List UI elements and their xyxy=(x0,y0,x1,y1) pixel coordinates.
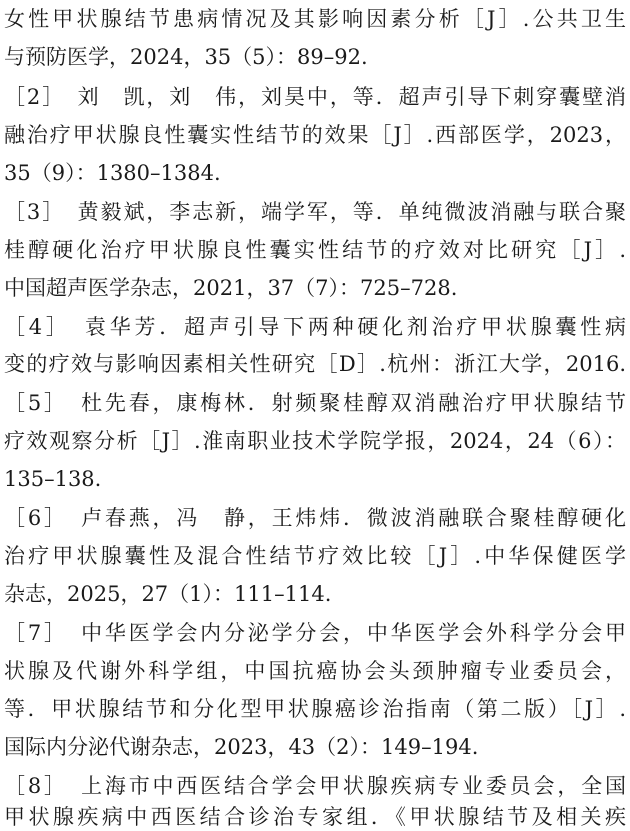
reference-line: ［2］ 刘 凯，刘 伟，刘昊中，等．超声引导下刺穿囊壁消 xyxy=(4,85,626,109)
reference-line: 变的疗效与影响因素相关性研究［D］.杭州：浙江大学，2016. xyxy=(4,352,626,376)
reference-line: 与预防医学，2024，35（5）：89–92. xyxy=(4,45,368,69)
reference-line: ［4］ 袁华芳．超声引导下两种硬化剂治疗甲状腺囊性病 xyxy=(4,315,626,339)
reference-line: 35（9）：1380–1384. xyxy=(4,161,221,185)
reference-line: ［6］ 卢春燕，冯 静，王炜炜．微波消融联合聚桂醇硬化 xyxy=(4,506,626,530)
reference-line: 杂志，2025，27（1）：111–114. xyxy=(4,582,332,606)
reference-line: 中国超声医学杂志，2021，37（7）：725–728. xyxy=(4,276,458,300)
reference-line: 甲状腺疾病中西医结合诊治专家组．《甲状腺结节及相关疾 xyxy=(4,805,626,829)
reference-line: 女性甲状腺结节患病情况及其影响因素分析［J］.公共卫生 xyxy=(4,7,626,31)
reference-list-page xyxy=(4,0,626,831)
reference-line: ［3］ 黄毅斌，李志新，端学军，等．单纯微波消融与联合聚 xyxy=(4,200,626,224)
reference-line: 桂醇硬化治疗甲状腺良性囊实性结节的疗效对比研究［J］. xyxy=(4,238,626,262)
reference-line: 135–138. xyxy=(4,467,102,491)
reference-line: ［8］ 上海市中西医结合学会甲状腺疾病专业委员会，全国 xyxy=(4,774,626,798)
reference-line: 国际内分泌代谢杂志，2023，43（2）：149–194. xyxy=(4,735,479,759)
reference-line: 状腺及代谢外科学组，中国抗癌协会头颈肿瘤专业委员会， xyxy=(4,659,626,683)
reference-line: 疗效观察分析［J］.淮南职业技术学院学报，2024，24（6）： xyxy=(4,429,626,453)
reference-line: 等．甲状腺结节和分化型甲状腺癌诊治指南（第二版）［J］. xyxy=(4,697,626,721)
reference-line: ［5］ 杜先春，康梅林．射频聚桂醇双消融治疗甲状腺结节 xyxy=(4,391,626,415)
reference-line: ［7］ 中华医学会内分泌学分会，中华医学会外科学分会甲 xyxy=(4,621,626,645)
reference-line: 治疗甲状腺囊性及混合性结节疗效比较［J］.中华保健医学 xyxy=(4,544,626,568)
reference-line: 融治疗甲状腺良性囊实性结节的效果［J］.西部医学，2023， xyxy=(4,123,626,147)
